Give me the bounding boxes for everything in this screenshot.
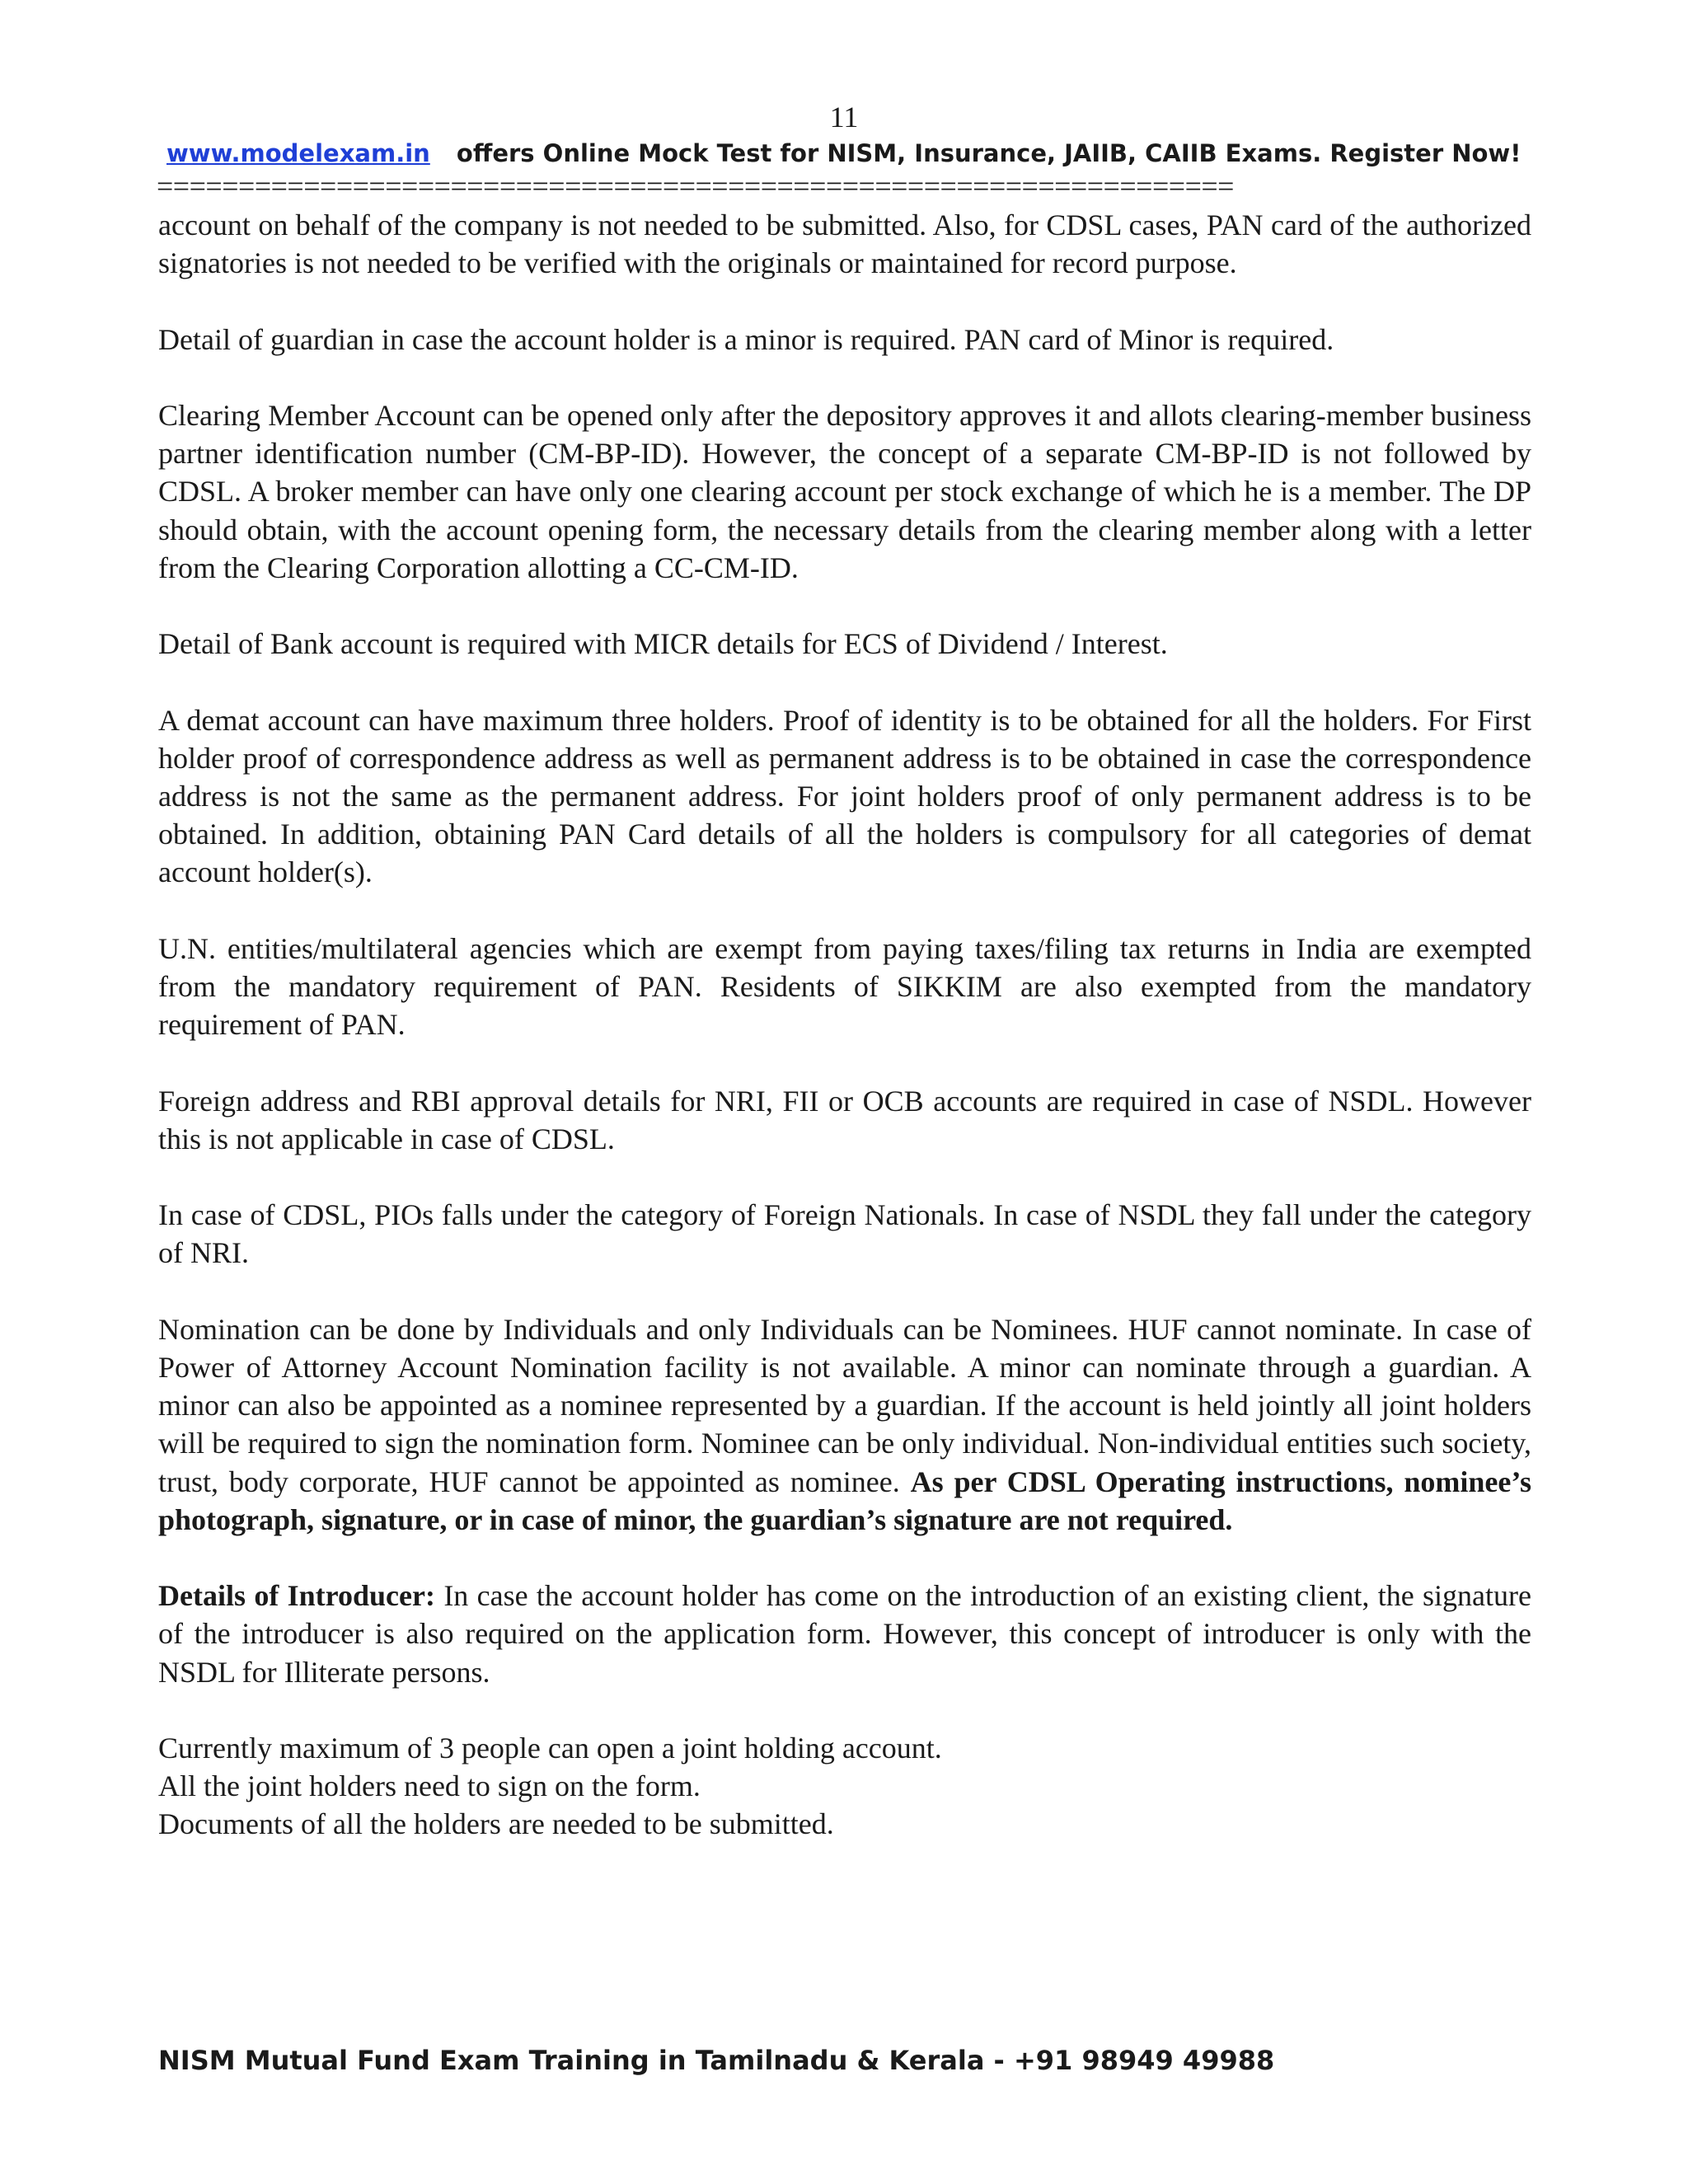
- page-header: [166, 137, 1535, 170]
- paragraph-text: Clearing Member Account can be opened only after the depository approves it and allots clearing-member business partner identification number (CM-BP-ID). However, the concept of a separate CM-BP-ID is not followed by CDSL. A broker member can have only one clearing account per stock exchange of which he is a member. The DP should obtain, with the account opening form, the necessary details from the clearing member along with a letter from the Clearing Corporation allotting a CC-CM-ID.: [158, 398, 1531, 584]
- page-footer: NISM Mutual Fund Exam Training in Tamilnadu & Kerala - +91 98949 49988: [158, 2045, 1275, 2076]
- paragraph-text: Detail of guardian in case the account holder is a minor is required. PAN card of Minor is required.: [158, 322, 1334, 356]
- paragraph-text: U.N. entities/multilateral agencies which are exempt from paying taxes/filing tax returns in India are exempted from the mandatory requirement of PAN. Residents of SIKKIM are also exempted from the mandatory requirement of PAN.: [158, 931, 1531, 1042]
- paragraph-introducer: [158, 1577, 1531, 1691]
- joint-holding-line: Documents of all the holders are needed to be submitted.: [158, 1807, 834, 1841]
- header-separator: ==================================================================: [157, 170, 1234, 203]
- joint-holding-line: All the joint holders need to sign on the form.: [158, 1769, 701, 1803]
- paragraph-pan-exemption: [158, 930, 1531, 1044]
- paragraph-text: In case the account holder has come on the introduction of an existing client, the signature of the introducer is also required on the application form. However, this concept of introducer is only with the NSDL for Illiterate persons.: [158, 1579, 1532, 1689]
- paragraph-guardian: [158, 321, 1531, 359]
- paragraph-bank-account: [158, 625, 1531, 663]
- paragraph-text: account on behalf of the company is not needed to be submitted. Also, for CDSL cases, PAN card of the authorized signatories is not needed to be verified with the originals or maintained for record purpose.: [158, 209, 1531, 280]
- paragraph-text: In case of CDSL, PIOs falls under the category of Foreign Nationals. In case of NSDL they fall under the category of NRI.: [158, 1198, 1531, 1270]
- paragraph-pio: [158, 1196, 1531, 1272]
- header-promo-text: offers Online Mock Test for NISM, Insurance, JAIIB, CAIIB Exams. Register Now!: [456, 139, 1522, 167]
- page-number: 11: [829, 101, 859, 134]
- website-link[interactable]: www.modelexam.in: [166, 139, 430, 167]
- paragraph-bold-heading: Details of Introducer:: [158, 1579, 435, 1613]
- paragraph-clearing-member: [158, 396, 1531, 587]
- paragraph-signatories: [158, 206, 1531, 282]
- paragraph-bold-note: As per CDSL Operating instructions, nominee’s photograph, signature, or in case of minor, the guardian’s signature are not required.: [158, 1465, 1532, 1536]
- paragraph-holders: [158, 701, 1531, 892]
- paragraph-foreign-address: [158, 1082, 1531, 1158]
- paragraph-text: Nomination can be done by Individuals and only Individuals can be Nominees. HUF cannot nominate. In case of Power of Attorney Account Nomination facility is not available. A minor can nominate through a guardian. A minor can also be appointed as a nominee represented by a guardian. If the account is held jointly all joint holders will be required to sign the nomination form. Nominee can be only individual. Non-individual entities such society, trust, body corporate, HUF cannot be appointed as nominee.: [158, 1312, 1531, 1498]
- paragraph-joint-holding: [158, 1729, 1531, 1844]
- paragraph-text: Detail of Bank account is required with MICR details for ECS of Dividend / Interest.: [158, 627, 1168, 661]
- paragraph-nomination: [158, 1310, 1531, 1539]
- paragraph-text: Foreign address and RBI approval details for NRI, FII or OCB accounts are required in case of NSDL. However this is not applicable in case of CDSL.: [158, 1084, 1531, 1155]
- joint-holding-line: Currently maximum of 3 people can open a joint holding account.: [158, 1731, 942, 1765]
- document-body: [158, 206, 1531, 1844]
- paragraph-text: A demat account can have maximum three holders. Proof of identity is to be obtained for all the holders. For First holder proof of correspondence address as well as permanent address is to be obtained in case the correspondence address is not the same as the permanent address. For joint holders proof of only permanent address is to be obtained. In addition, obtaining PAN Card details of all the holders is compulsory for all categories of demat account holder(s).: [158, 703, 1531, 889]
